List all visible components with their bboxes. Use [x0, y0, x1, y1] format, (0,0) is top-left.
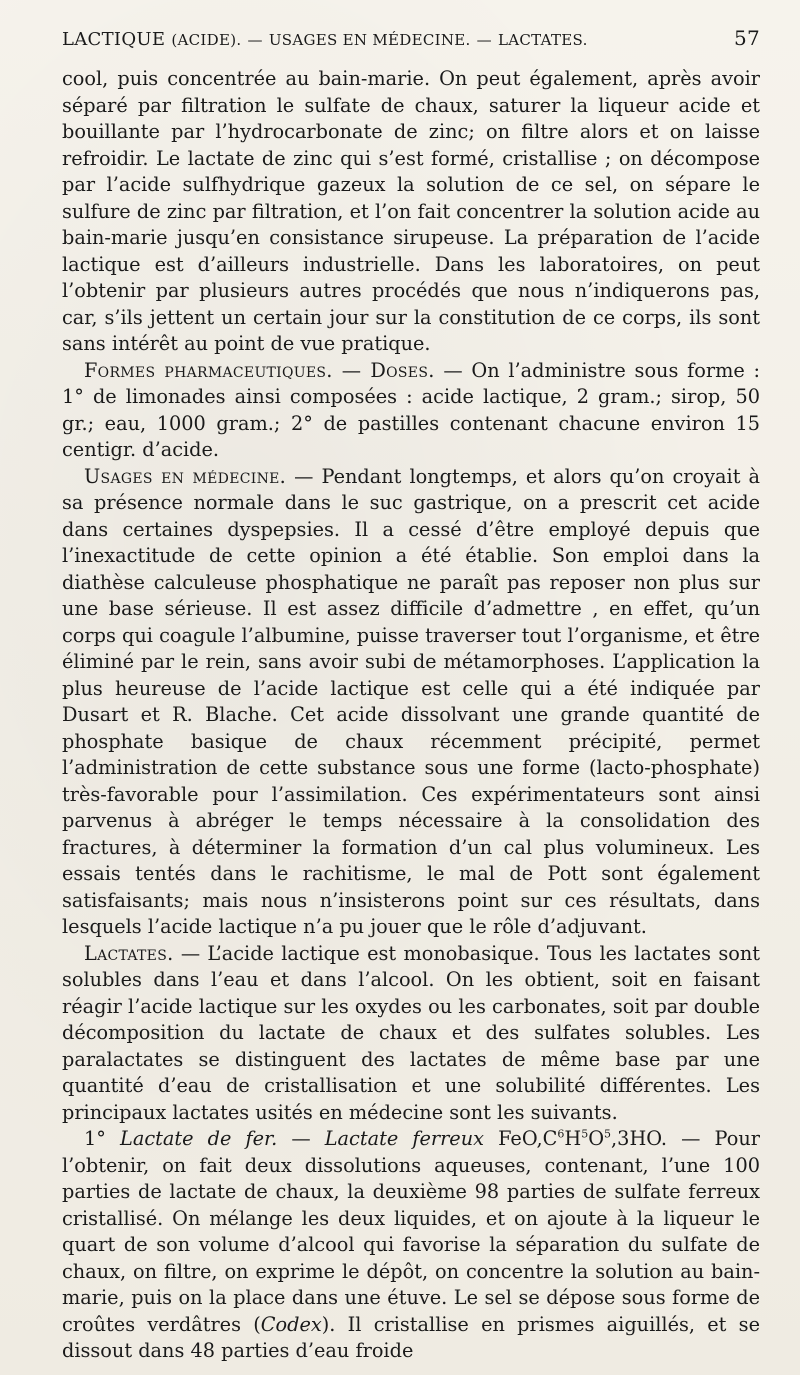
separator: — [476, 31, 492, 49]
body-text [62, 66, 760, 1365]
paragraph-formes [62, 358, 760, 464]
title-main: LACTIQUE [62, 29, 166, 50]
item-subtitle: Lactate ferreux [324, 1127, 485, 1150]
paragraph-text: cool, puis concentrée au bain-marie. On peut également, après avoir séparé par filtration le sulfate de chaux, saturer la liqueur acide et bouillante par l’hydrocarbonate de zinc; on filtre alors et on laisse refroidir. Le lactate de zinc qui s’est formé, cristallise ; on décompose par l’acide sulfhydrique gazeux la solution de ce sel, on sépare le sulfure de zinc par filtration, et l’on fait concentrer la solution acide au bain-marie jusqu’en consistance sirupeuse. La préparation de l’acide lactique est d’ailleurs industrielle. Dans les laboratoires, on peut l’obtenir par plusieurs autres procédés que nous n’indiquerons pas, car, s’ils jettent un certain jour sur la constitution de ce corps, ils sont sans intérêt au point de vue pratique. [62, 67, 760, 355]
section-heading: Lactates. [84, 941, 174, 965]
formula-part: ,3HO. [611, 1127, 668, 1150]
running-head [62, 26, 760, 66]
paragraph-lactates [62, 941, 760, 1127]
section-heading: Formes pharmaceutiques. — Doses. [84, 358, 435, 382]
formula-superscript: 6 [557, 1127, 565, 1141]
paragraph-preparation [62, 66, 760, 358]
paragraph-lactate-fer [62, 1126, 760, 1365]
dash: — [277, 1127, 325, 1150]
formula-superscript: 5 [581, 1127, 589, 1141]
chemical-formula [484, 1127, 667, 1150]
paragraph-text: ). Il cristallise en prismes aiguillés, et se dissout dans 48 parties d’eau froide [62, 1312, 760, 1362]
running-title [62, 29, 588, 50]
item-title: Lactate de fer. [120, 1127, 278, 1150]
paragraph-text: — Pour l’obtenir, on fait deux dissolutions aqueuses, contenant, l’une 100 parties de lactate de chaux, la deuxième 98 parties de sulfate ferreux cristallisé. On mélange les deux liquides, et on ajoute à la liqueur le quart de son volume d’alcool qui favorise la séparation du sulfate de chaux, on filtre, on exprime le dépôt, on concentre la solution au bain-marie, puis on la place dans une étuve. Le sel se dépose sous forme de croûtes verdâtres ( [62, 1127, 760, 1336]
section-usages: USAGES EN MÉDECINE. [268, 31, 471, 49]
paragraph-text: — L’acide lactique est monobasique. Tous les lactates sont solubles dans l’eau et dans l’alcool. On les obtient, soit en faisant réagir l’acide lactique sur les oxydes ou les carbonates, soit par double décomposition du lactate de chaux et des sulfates solubles. Les paralactates se distinguent des lactates de même base par une quantité d’eau de cristallisation et une solubilité différentes. Les principaux lactates usités en médecine sont les suivants. [62, 941, 760, 1124]
section-heading: Usages en médecine. [84, 464, 287, 488]
formula-part: FeO,C [484, 1127, 558, 1150]
page-number: 57 [733, 26, 760, 50]
codex-reference: Codex [260, 1312, 322, 1336]
formula-part: H [564, 1127, 582, 1150]
paragraph-text: — On l’administre sous forme : 1° de limonades ainsi composées : acide lactique, 2 gram.; sirop, 50 gr.; eau, 1000 gram.; 2° de pastilles contenant chacune environ 15 centigr. d’acide. [62, 358, 760, 461]
formula-superscript: 5 [604, 1127, 612, 1141]
section-lactates: LACTATES. [498, 31, 588, 49]
separator: — [247, 31, 263, 49]
paragraph-usages [62, 464, 760, 941]
paragraph-text: — Pendant longtemps, et alors qu’on croyait à sa présence normale dans le suc gastrique, on a prescrit cet acide dans certaines dyspepsies. Il a cessé d’être employé depuis que l’inexactitude de cette opinion a été établie. Son emploi dans la diathèse calculeuse phosphatique ne paraît pas reposer non plus sur une base sérieuse. Il est assez difficile d’admettre , en effet, qu’un corps qui coagule l’albumine, puisse traverser tout l’organisme, et être éliminé par le rein, sans avoir subi de métamorphoses. L’application la plus heureuse de l’acide lactique est celle qui a été indiquée par Dusart et R. Blache. Cet acide dissolvant une grande quantité de phosphate basique de chaux récemment précipité, permet l’administration de cette substance sous une forme (lacto-phosphate) très-favorable pour l’assimilation. Ces expérimentateurs sont ainsi parvenus à abréger le temps nécessaire à la consolidation des fractures, à déterminer la formation d’un cal plus volumineux. Les essais tentés dans le rachitisme, le mal de Pott sont également satisfaisants; mais nous n’insisterons point sur ces résultats, dans lesquels l’acide lactique n’a pu jouer que le rôle d’adjuvant. [62, 464, 760, 938]
item-number: 1° [84, 1127, 121, 1150]
formula-part: O [588, 1127, 605, 1150]
title-paren: (ACIDE). [171, 31, 242, 49]
